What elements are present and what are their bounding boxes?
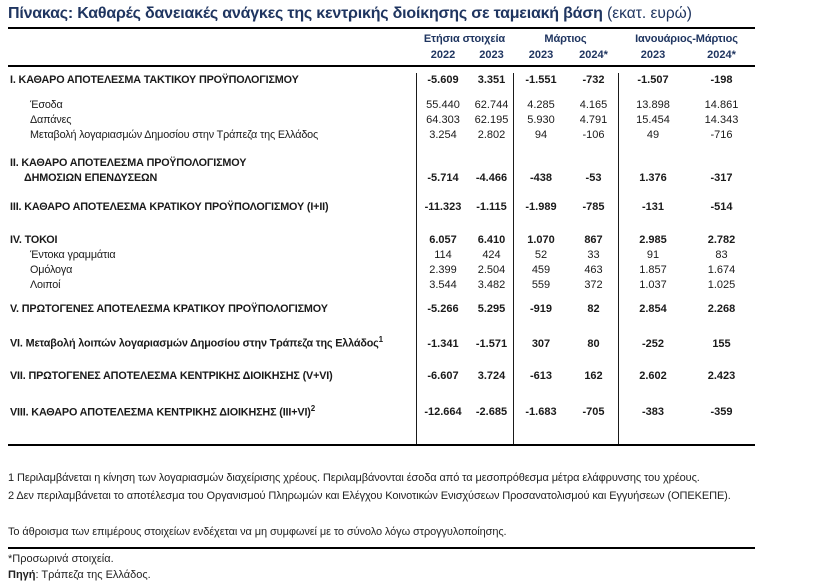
- value-cell: 33: [587, 249, 600, 261]
- row-label: Λοιποί: [30, 279, 61, 291]
- row-label: I. ΚΑΘΑΡΟ ΑΠΟΤΕΛΕΣΜΑ ΤΑΚΤΙΚΟΥ ΠΡΟΫΠΟΛΟΓΙΣΜΟΥ: [10, 74, 299, 86]
- column-group-annual: Ετήσια στοιχεία: [423, 33, 506, 45]
- value-cell: -11.323: [424, 201, 462, 213]
- table-row: [8, 302, 755, 317]
- value-cell: -1.989: [525, 201, 557, 213]
- value-cell: -716: [710, 129, 733, 141]
- value-cell: 5.930: [527, 114, 555, 126]
- footnote-marker: 1: [378, 335, 383, 344]
- value-cell: 424: [482, 249, 501, 261]
- value-cell: 14.861: [704, 99, 739, 111]
- value-cell: -785: [582, 201, 605, 213]
- value-cell: 55.440: [426, 99, 460, 111]
- value-cell: 62.744: [474, 99, 509, 111]
- year-column-header: 2024*: [579, 49, 608, 61]
- row-label: III. ΚΑΘΑΡΟ ΑΠΟΤΕΛΕΣΜΑ ΚΡΑΤΙΚΟΥ ΠΡΟΫΠΟΛΟΓΙΣΜΟΥ (I+II): [10, 201, 329, 213]
- value-cell: -1.551: [525, 74, 557, 86]
- value-cell: 559: [531, 279, 551, 291]
- value-cell: 15.454: [636, 114, 670, 126]
- value-cell: 3.254: [429, 129, 457, 141]
- row-label: VI. Μεταβολή λοιπών λογαριασμών Δημοσίου στην Τράπεζα της Ελλάδος$^1$: [10, 335, 383, 350]
- source-note: [8, 567, 768, 583]
- row-label: Έσοδα: [30, 99, 63, 111]
- value-cell: -4.466: [475, 172, 508, 184]
- source-text: : Τράπεζα της Ελλάδος.: [35, 569, 151, 582]
- value-cell: 459: [531, 264, 551, 276]
- provisional-note: *Προσωρινά στοιχεία.: [8, 553, 114, 566]
- label-column-spacer: [8, 32, 416, 47]
- row-label: II. ΚΑΘΑΡΟ ΑΠΟΤΕΛΕΣΜΑ ΠΡΟΫΠΟΛΟΓΙΣΜΟΥ ΔΗΜΟΣΙΩΝ ΕΠΕΝΔΥΣΕΩΝ: [10, 157, 247, 184]
- table-row: [8, 263, 755, 278]
- value-cell: -5.609: [427, 74, 459, 86]
- value-cell: -613: [529, 369, 553, 382]
- value-cell: 3.482: [477, 279, 506, 291]
- value-cell: 372: [584, 279, 603, 291]
- table-row: [8, 332, 755, 352]
- row-label: Ομόλογα: [30, 264, 73, 276]
- value-cell: 4.285: [527, 99, 555, 111]
- row-label: VIII. ΚΑΘΑΡΟ ΑΠΟΤΕΛΕΣΜΑ ΚΕΝΤΡΙΚΗΣ ΔΙΟΙΚΗΣΗΣ $(III+VI)^2$: [10, 403, 316, 419]
- table-row: [8, 233, 755, 248]
- value-cell: 1.376: [639, 172, 667, 184]
- table-row: [8, 200, 755, 215]
- footnote-2: 2 Δεν περιλαμβάνεται το αποτέλεσμα του Οργανισμού Πληρωμών και Ελέγχου Κοινοτικών Ενισχύσεων Προσανατολισμού και Εγγυήσεων (ΟΠΕΚΕΠΕ).: [8, 490, 731, 503]
- value-cell: 3.544: [429, 279, 457, 291]
- value-cell: 2.782: [707, 234, 736, 246]
- table-rows: [8, 73, 755, 444]
- value-cell: 83: [715, 249, 728, 261]
- column-group-jan-march: Ιανουάριος-Μάρτιος: [635, 33, 738, 45]
- table-bottom-rule: [8, 444, 755, 446]
- table-row: [8, 73, 755, 88]
- source-label: Πηγή: [8, 569, 36, 582]
- row-label: Δαπάνες: [30, 114, 72, 126]
- value-cell: 155: [712, 337, 731, 350]
- value-cell: -5.714: [427, 172, 459, 184]
- value-cell: -106: [582, 129, 605, 141]
- value-cell: -1.683: [525, 406, 557, 419]
- table-row: [8, 278, 755, 293]
- value-cell: -919: [529, 303, 553, 315]
- year-column-header: 2024*: [707, 49, 736, 61]
- column-group-march: Μάρτιος: [544, 33, 587, 45]
- header-rule: [8, 65, 755, 67]
- value-cell: -1.507: [637, 74, 669, 86]
- table-header: [8, 29, 755, 65]
- value-cell: 2.854: [639, 303, 667, 315]
- value-cell: 463: [584, 264, 603, 276]
- value-cell: 162: [584, 369, 603, 382]
- row-label: V. ΠΡΩΤΟΓΕΝΕΣ ΑΠΟΤΕΛΕΣΜΑ ΚΡΑΤΙΚΟΥ ΠΡΟΫΠΟΛΟΓΙΣΜΟΥ: [10, 303, 328, 315]
- value-cell: 1.025: [707, 279, 736, 291]
- value-cell: 5.295: [477, 303, 506, 315]
- rounding-note: Το άθροισμα των επιμέρους στοιχείων ενδέχεται να μη συμφωνεί με το σύνολο λόγω στρογγυλοποίησης.: [8, 526, 507, 539]
- column-divider: [513, 73, 514, 444]
- row-label: Έντοκα γραμμάτια: [30, 249, 116, 261]
- value-cell: 114: [434, 249, 452, 261]
- value-cell: 2.423: [707, 369, 736, 382]
- value-cell: -514: [710, 201, 733, 213]
- value-cell: 1.857: [639, 264, 667, 276]
- column-divider: [618, 73, 619, 444]
- table-row: [8, 156, 755, 186]
- value-cell: 14.343: [704, 114, 739, 126]
- table-row: [8, 401, 755, 421]
- value-cell: 82: [587, 303, 600, 315]
- table-body: [8, 73, 755, 444]
- title-text: Πίνακας: Καθαρές δανειακές ανάγκες της κεντρικής διοίκησης σε ταμειακή βάση: [8, 5, 603, 22]
- year-column-header: 2023: [528, 49, 554, 61]
- value-cell: -2.685: [475, 406, 508, 419]
- value-cell: 1.037: [639, 279, 667, 291]
- year-header-row: [8, 47, 755, 63]
- footnote-rule: [8, 547, 755, 549]
- value-cell: 13.898: [636, 99, 670, 111]
- value-cell: 4.791: [579, 114, 608, 126]
- row-label: IV. ΤΟΚΟΙ: [10, 234, 58, 246]
- value-cell: 91: [646, 249, 660, 261]
- footnotes: [8, 469, 768, 583]
- footnote-marker: 2: [310, 403, 316, 413]
- footnote-1: 1 Περιλαμβάνεται η κίνηση των λογαριασμών διαχείρισης χρέους. Περιλαμβάνονται έσοδα από τα μεσοπρόθεσμα μέτρα ελάφρυνσης του χρέους.: [8, 472, 700, 485]
- value-cell: 1.070: [527, 234, 555, 246]
- value-cell: -12.664: [424, 406, 462, 419]
- value-cell: -131: [641, 201, 665, 213]
- year-column-header: 2023: [640, 49, 666, 61]
- value-cell: -252: [641, 337, 665, 350]
- value-cell: -732: [582, 74, 605, 86]
- value-cell: 94: [534, 129, 548, 141]
- value-cell: 2.399: [429, 264, 457, 276]
- row-label: Μεταβολή λογαριασμών Δημοσίου στην Τράπεζα της Ελλάδος: [30, 129, 319, 141]
- value-cell: 4.165: [579, 99, 608, 111]
- value-cell: 2.802: [477, 129, 506, 141]
- value-cell: 2.985: [639, 234, 667, 246]
- label-column-spacer: [8, 47, 416, 63]
- value-cell: -53: [585, 172, 602, 184]
- value-cell: -1.571: [475, 337, 508, 350]
- value-cell: 80: [587, 337, 600, 350]
- value-cell: -705: [582, 406, 605, 419]
- value-cell: 52: [534, 249, 548, 261]
- table-row: [8, 369, 755, 384]
- value-cell: 307: [531, 337, 551, 350]
- value-cell: 64.303: [426, 114, 460, 126]
- column-divider: [416, 73, 417, 444]
- year-column-header: 2022: [430, 49, 456, 61]
- value-cell: 867: [584, 234, 603, 246]
- page-title: [8, 5, 818, 23]
- value-cell: -6.607: [427, 369, 459, 382]
- title-unit: (εκατ. ευρώ): [607, 5, 692, 22]
- table-row: [8, 113, 755, 128]
- value-cell: 1.674: [707, 264, 736, 276]
- value-cell: -438: [529, 172, 553, 184]
- value-cell: -1.115: [476, 201, 507, 213]
- value-cell: -1.341: [427, 337, 459, 350]
- column-group-row: [8, 32, 755, 47]
- value-cell: 2.504: [477, 264, 506, 276]
- value-cell: 6.057: [429, 234, 457, 246]
- value-cell: 2.268: [707, 303, 736, 315]
- value-cell: -383: [641, 406, 665, 419]
- value-cell: 62.195: [474, 114, 509, 126]
- value-cell: 6.410: [477, 234, 506, 246]
- value-cell: 2.602: [639, 369, 667, 382]
- value-cell: -198: [710, 74, 733, 86]
- value-cell: -359: [710, 406, 733, 419]
- value-cell: -5.266: [427, 303, 459, 315]
- year-column-header: 2023: [479, 49, 504, 61]
- value-cell: 3.724: [477, 369, 506, 382]
- row-label: VII. ΠΡΩΤΟΓΕΝΕΣ ΑΠΟΤΕΛΕΣΜΑ ΚΕΝΤΡΙΚΗΣ ΔΙΟΙΚΗΣΗΣ (V+VI): [10, 369, 333, 382]
- table-row: [8, 248, 755, 263]
- value-cell: -317: [710, 172, 733, 184]
- value-cell: 3.351: [477, 74, 506, 86]
- table-row: [8, 98, 755, 113]
- value-cell: 49: [646, 129, 660, 141]
- table-row: [8, 128, 755, 143]
